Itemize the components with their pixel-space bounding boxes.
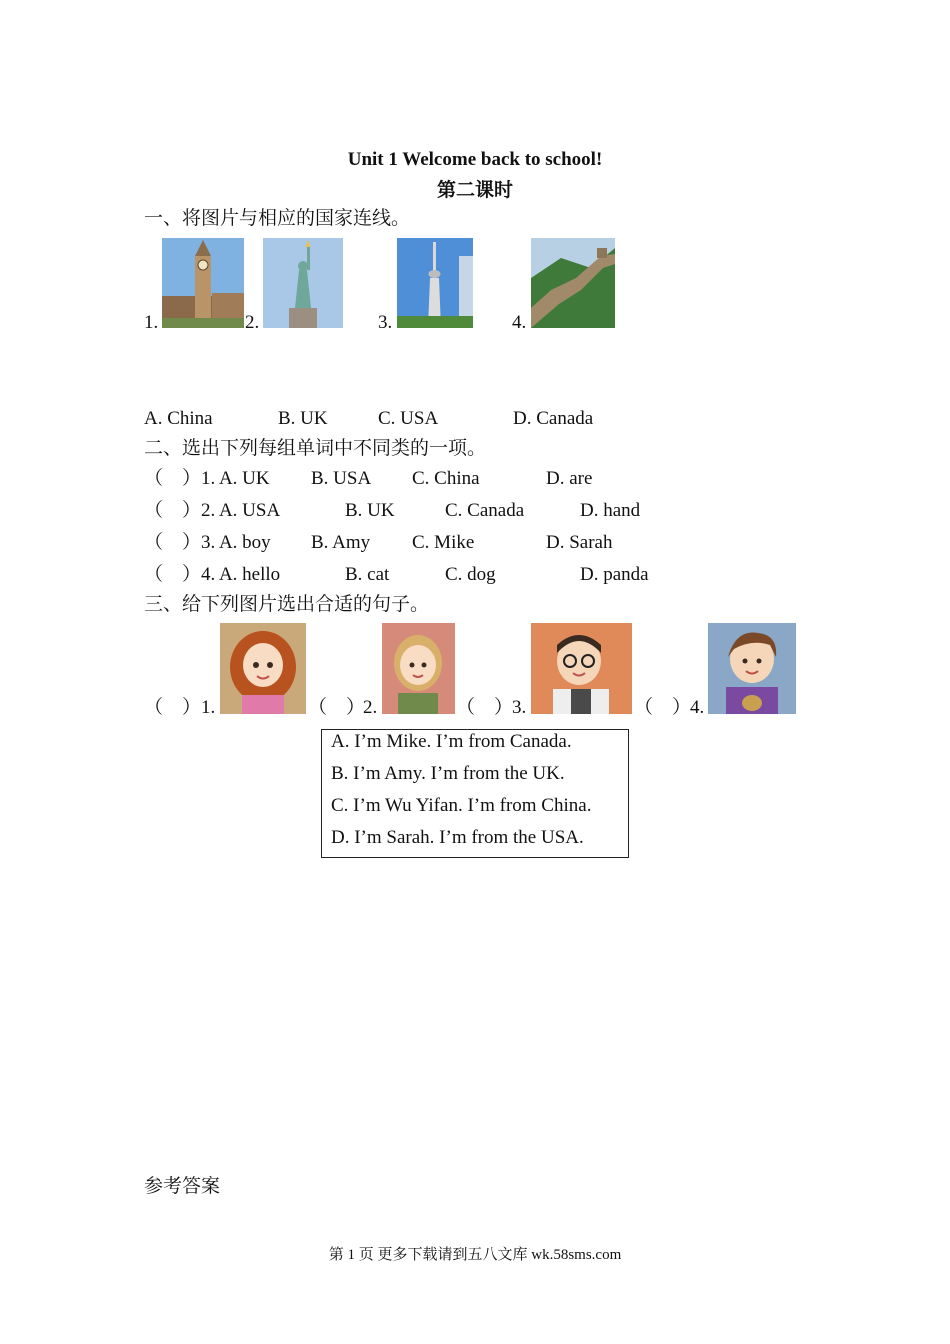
pic-number: 2.: [363, 697, 378, 718]
option-d: D. are: [546, 468, 593, 489]
option-b: B. Amy: [311, 532, 371, 553]
sentence-a: A. I’m Mike. I’m from Canada.: [331, 731, 572, 752]
part2-heading: 二、选出下列每组单词中不同类的一项。: [144, 438, 487, 459]
pic-number: 1.: [201, 697, 216, 718]
page-title: Unit 1 Welcome back to school!: [347, 149, 603, 170]
boy-brown-hair-cartoon: [708, 623, 796, 714]
sentence-d: D. I’m Sarah. I’m from the USA.: [331, 827, 584, 848]
big-ben-photo: [162, 238, 244, 328]
pic4-number: 4.: [512, 312, 527, 333]
option-d: D. Sarah: [546, 532, 613, 553]
answer-paren[interactable]: （ ）: [144, 500, 202, 521]
option-b: B. USA: [311, 468, 372, 489]
statue-of-liberty-photo: [263, 238, 343, 328]
option-d: D. panda: [580, 564, 649, 585]
girl-blonde-cartoon: [382, 623, 455, 714]
part1-heading: 一、将图片与相应的国家连线。: [144, 208, 411, 229]
option-d: D. hand: [580, 500, 641, 521]
pic2-number: 2.: [245, 312, 260, 333]
option-c: C. China: [412, 468, 480, 489]
sentence-c: C. I’m Wu Yifan. I’m from China.: [331, 795, 592, 816]
answers-heading: 参考答案: [144, 1176, 221, 1197]
answer-paren[interactable]: （ ）: [308, 697, 366, 718]
lesson-subtitle: 第二课时: [436, 180, 513, 201]
option-c: C. Mike: [412, 532, 475, 553]
option-b: B. UK: [345, 500, 395, 521]
girl-red-hair-cartoon: [220, 623, 306, 714]
option-c: C. Canada: [445, 500, 525, 521]
country-option-d: D. Canada: [513, 408, 594, 429]
pic-number: 3.: [512, 697, 527, 718]
country-option-b: B. UK: [278, 408, 328, 429]
part3-heading: 三、给下列图片选出合适的句子。: [144, 594, 430, 615]
answer-paren[interactable]: （ ）: [144, 468, 202, 489]
great-wall-photo: [531, 238, 615, 328]
option-a: 4. A. hello: [201, 564, 281, 585]
country-option-c: C. USA: [378, 408, 439, 429]
option-b: B. cat: [345, 564, 390, 585]
pic-number: 4.: [690, 697, 705, 718]
country-option-a: A. China: [144, 408, 213, 429]
pic1-number: 1.: [144, 312, 159, 333]
pic3-number: 3.: [378, 312, 393, 333]
answer-paren[interactable]: （ ）: [634, 697, 692, 718]
cn-tower-photo: [397, 238, 473, 328]
option-a: 2. A. USA: [201, 500, 281, 521]
answer-paren[interactable]: （ ）: [144, 532, 202, 553]
answer-paren[interactable]: （ ）: [456, 697, 514, 718]
answer-paren[interactable]: （ ）: [144, 564, 202, 585]
option-c: C. dog: [445, 564, 496, 585]
option-a: 3. A. boy: [201, 532, 271, 553]
option-a: 1. A. UK: [201, 468, 270, 489]
answer-paren[interactable]: （ ）: [144, 697, 202, 718]
boy-glasses-cartoon: [531, 623, 632, 714]
sentence-b: B. I’m Amy. I’m from the UK.: [331, 763, 565, 784]
page-footer: 第 1 页 更多下载请到五八文库 wk.58sms.com: [328, 1247, 622, 1263]
